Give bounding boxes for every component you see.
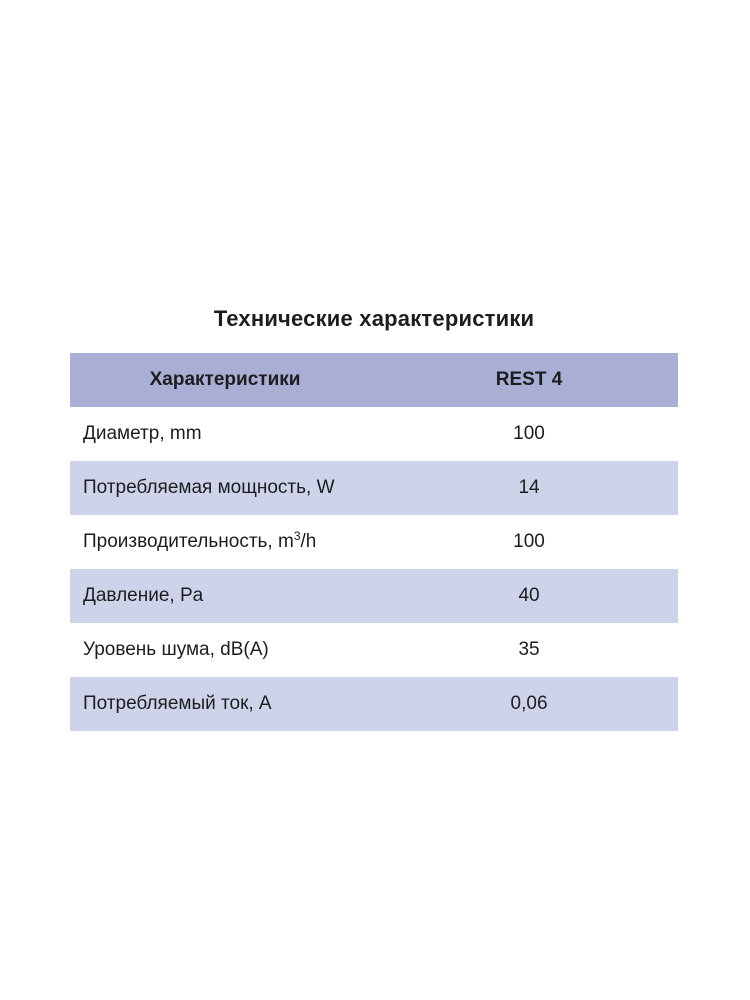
spec-label-text: Уровень шума, dB(A) xyxy=(83,639,269,660)
spec-section xyxy=(70,306,678,731)
spec-label: Производительность, m $^3$ /h xyxy=(83,529,317,552)
spec-label xyxy=(70,461,380,515)
spec-value: 40 xyxy=(518,585,540,606)
spec-label-text: Потребляемый ток, A xyxy=(83,693,272,714)
spec-value: 14 xyxy=(518,477,540,498)
spec-table xyxy=(70,353,678,731)
header-col-characteristics: Характеристики xyxy=(149,369,301,390)
spec-label xyxy=(70,569,380,623)
spec-value: 35 xyxy=(518,639,540,660)
spec-label-text: Диаметр, mm xyxy=(83,423,202,444)
spec-value: 0,06 xyxy=(510,693,548,714)
spec-label xyxy=(70,623,380,677)
spec-label-text: Потребляемая мощность, W xyxy=(83,477,335,498)
spec-label-text: Производительность, m xyxy=(83,531,294,552)
section-title: Технические характеристики xyxy=(213,306,535,331)
spec-value: 100 xyxy=(513,531,545,552)
spec-label xyxy=(70,677,380,731)
spec-label-text: Давление, Pa xyxy=(83,585,204,606)
spec-value: 100 xyxy=(513,423,545,444)
table-row xyxy=(70,677,678,731)
table-row xyxy=(70,461,678,515)
table-row xyxy=(70,515,678,569)
spec-label-suffix: /h xyxy=(300,531,317,552)
table-header-row xyxy=(70,353,678,407)
header-col-model: REST 4 xyxy=(495,369,563,390)
table-row xyxy=(70,623,678,677)
table-row xyxy=(70,407,678,461)
table-row xyxy=(70,569,678,623)
spec-label xyxy=(70,407,380,461)
